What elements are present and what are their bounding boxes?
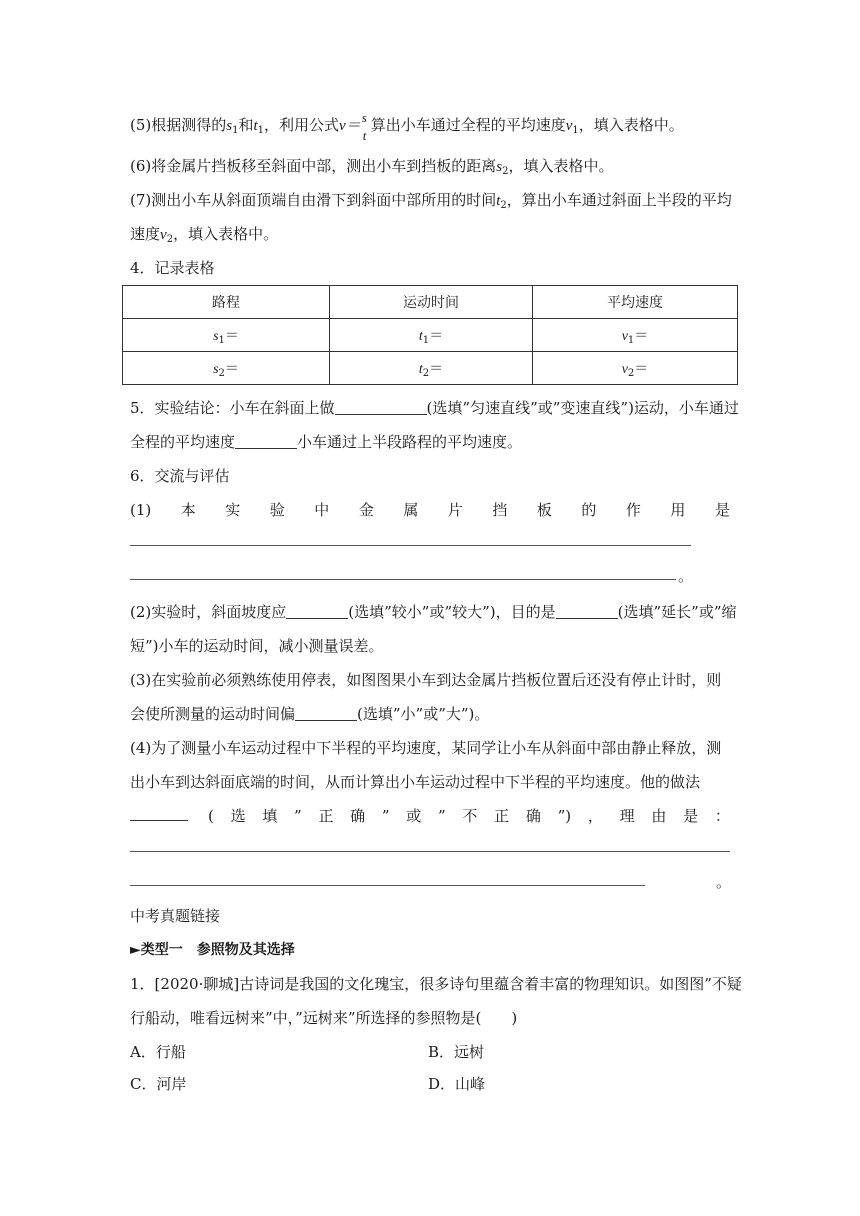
option-d[interactable]: D．山峰 <box>428 1075 486 1093</box>
step-7-text: ，填入表格中。 <box>173 225 279 243</box>
sub: 2 <box>502 166 509 177</box>
cell-symbol: v <box>621 362 628 377</box>
mcq-1-line-1 <box>130 974 742 994</box>
q4-char: 不 <box>462 807 478 825</box>
step-5-text: 和 <box>238 116 254 134</box>
answer-line[interactable] <box>130 885 645 886</box>
q4-char: 确 <box>350 807 366 825</box>
step-5-text: 算出小车通过全程的平均速度 <box>370 116 566 134</box>
q4-char: 选 <box>230 807 246 825</box>
q4-char: ”) <box>557 807 572 825</box>
q1-char: 作 <box>625 501 641 519</box>
section-5-text: (选填”匀速直线”或”变速直线”)运动，小车通过 <box>426 399 739 417</box>
q3-text: (选填”小”或”大”)。 <box>357 705 490 723</box>
step-7-text: ，算出小车通过斜面上半段的平均 <box>506 191 732 209</box>
q1-char: 挡 <box>492 501 508 519</box>
fraction-denominator: t <box>362 128 367 143</box>
header-time: 运动时间 <box>330 286 533 319</box>
cell-symbol: v <box>621 329 628 344</box>
section-5-line-1 <box>130 398 739 418</box>
fraction-numerator: s <box>361 110 367 125</box>
sub: 1 <box>627 335 635 346</box>
step-7-line-2 <box>130 224 278 245</box>
q1-char: 用 <box>670 501 686 519</box>
sub: 1 <box>232 125 239 136</box>
answer-blank[interactable] <box>235 434 297 449</box>
q1-char: 的 <box>581 501 597 519</box>
section-4-title: 4．记录表格 <box>130 259 215 277</box>
answer-blank[interactable] <box>556 604 618 619</box>
q1-char: 属 <box>403 501 419 519</box>
q4-char: 或 <box>406 807 422 825</box>
q4-char: ： <box>714 807 730 825</box>
answer-blank[interactable] <box>286 604 348 619</box>
var-s: s <box>496 159 503 175</box>
step-5-text: ，利用公式 <box>264 116 340 134</box>
section-5-text: 全程的平均速度 <box>130 433 236 451</box>
fraction-s-over-t <box>361 110 371 143</box>
mcq-1-number: 1． <box>130 975 155 993</box>
table-header-row <box>123 286 738 319</box>
formula-v: v＝ <box>339 118 361 134</box>
sub: 1 <box>218 335 225 346</box>
q4-char: 正 <box>494 807 510 825</box>
record-table <box>122 285 738 385</box>
sub: 2 <box>166 234 174 245</box>
option-a[interactable]: A．行船 <box>130 1043 186 1061</box>
var-v: v <box>565 118 573 134</box>
q1-char: 是 <box>714 501 730 519</box>
q4-char: 正 <box>318 807 334 825</box>
table-row <box>123 352 738 385</box>
header-distance: 路程 <box>123 286 330 319</box>
var-s: s <box>226 118 233 134</box>
q4-line-2: 出小车到达斜面底端的时间，从而计算出小车运动过程中下半程的平均速度。他的做法 <box>130 773 701 791</box>
q1-char: 中 <box>314 501 330 519</box>
q1-line <box>130 500 730 520</box>
cell-t2 <box>330 352 533 385</box>
section-5-text: 5．实验结论：小车在斜面上做 <box>130 399 335 417</box>
sub: 2 <box>500 200 507 211</box>
q1-char: (1) <box>130 501 152 519</box>
var-t: t <box>253 118 258 134</box>
q2-line-1 <box>130 602 737 622</box>
mcq-1-line-2: 行船动，唯看远树来”中，”远树来”所选择的参照物是( ) <box>130 1009 518 1027</box>
answer-blank[interactable] <box>335 400 427 415</box>
cell-eq: ＝ <box>224 361 239 377</box>
q3-line-2 <box>130 704 489 724</box>
q4-line-3-chars <box>208 806 730 826</box>
step-7-text: 速度 <box>130 225 161 243</box>
answer-blank[interactable] <box>295 706 357 721</box>
sub: 2 <box>422 368 430 379</box>
section-6-title: 6．交流与评估 <box>130 467 230 485</box>
answer-line[interactable] <box>130 545 691 546</box>
exam-link-heading: 中考真题链接 <box>130 907 221 925</box>
cell-eq: ＝ <box>224 328 239 344</box>
sub: 1 <box>422 335 430 346</box>
q3-text: 会使所测量的运动时间偏 <box>130 705 296 723</box>
var-v: v <box>160 227 167 243</box>
sub: 1 <box>572 125 579 136</box>
sub: 2 <box>627 368 635 379</box>
q3-line-1: (3)在实验前必须熟练使用停表，如图图果小车到达金属片挡板位置后还没有停止计时，则 <box>130 671 722 689</box>
step-5-text: (5)根据测得的 <box>130 116 227 134</box>
q4-char: 理 <box>619 807 635 825</box>
cell-s2 <box>123 352 330 385</box>
section-5-text: 小车通过上半段路程的平均速度。 <box>297 433 523 451</box>
answer-blank[interactable] <box>130 806 188 821</box>
cell-symbol: t <box>418 329 423 344</box>
q4-char: ” <box>381 807 390 825</box>
var-t: t <box>496 193 501 209</box>
q4-char: ( <box>208 807 214 825</box>
q4-period: 。 <box>716 873 732 891</box>
step-5-text: ，填入表格中。 <box>578 116 684 134</box>
cell-eq: ＝ <box>429 328 444 344</box>
sub: 2 <box>218 368 225 379</box>
step-5 <box>130 110 684 143</box>
q2-text: (选填”较小”或”较大”)，目的是 <box>348 603 556 621</box>
option-b[interactable]: B．远树 <box>428 1043 485 1061</box>
q4-char: ” <box>294 807 302 825</box>
q1-period: 。 <box>678 567 694 585</box>
q2-text: (2)实验时，斜面坡度应 <box>130 603 287 621</box>
table-row <box>123 319 738 352</box>
cell-v2 <box>533 352 738 385</box>
cell-symbol: t <box>418 362 423 377</box>
q1-char: 片 <box>447 501 463 519</box>
cell-v1 <box>533 319 738 352</box>
cell-eq: ＝ <box>634 361 649 377</box>
step-6-text: (6)将金属片挡板移至斜面中部，测出小车到挡板的距离 <box>130 157 497 175</box>
q1-char: 验 <box>269 501 285 519</box>
step-6-text: ，填入表格中。 <box>508 157 614 175</box>
header-speed: 平均速度 <box>533 286 738 319</box>
answer-line[interactable] <box>130 851 730 852</box>
step-7-text: (7)测出小车从斜面顶端自由滑下到斜面中部所用的时间 <box>130 191 497 209</box>
cell-eq: ＝ <box>634 328 649 344</box>
answer-line[interactable] <box>130 579 676 580</box>
step-6 <box>130 156 613 177</box>
q4-char: 填 <box>262 807 278 825</box>
cell-eq: ＝ <box>429 361 444 377</box>
q4-char: ， <box>587 807 603 825</box>
q1-char: 金 <box>358 501 374 519</box>
q4-char: 由 <box>651 807 667 825</box>
type-1-heading: ►类型一 参照物及其选择 <box>130 942 295 958</box>
q1-char: 本 <box>180 501 196 519</box>
q2-line-2: 短”)小车的运动时间，减小测量误差。 <box>130 637 384 655</box>
q4-char: 确 <box>525 807 541 825</box>
q4-char: 是 <box>683 807 699 825</box>
mcq-1-source: [2020·聊城] <box>154 975 240 993</box>
cell-symbol: s <box>213 362 219 377</box>
cell-t1 <box>330 319 533 352</box>
section-5-line-2 <box>130 432 522 452</box>
sub: 1 <box>257 125 265 136</box>
q4-line-1: (4)为了测量小车运动过程中下半程的平均速度，某同学让小车从斜面中部由静止释放，测 <box>130 739 722 757</box>
option-c[interactable]: C．河岸 <box>130 1075 187 1093</box>
mcq-1-text: 古诗词是我国的文化瑰宝，很多诗句里蕴含着丰富的物理知识。如图图”不疑 <box>239 975 742 993</box>
q4-line-3 <box>130 806 730 826</box>
q4-char: ” <box>438 807 446 825</box>
cell-s1 <box>123 319 330 352</box>
q2-text: (选填”延长”或”缩 <box>617 603 737 621</box>
q1-char: 实 <box>225 501 241 519</box>
step-7-line-1 <box>130 190 732 211</box>
cell-symbol: s <box>213 329 219 344</box>
q1-char: 板 <box>536 501 552 519</box>
